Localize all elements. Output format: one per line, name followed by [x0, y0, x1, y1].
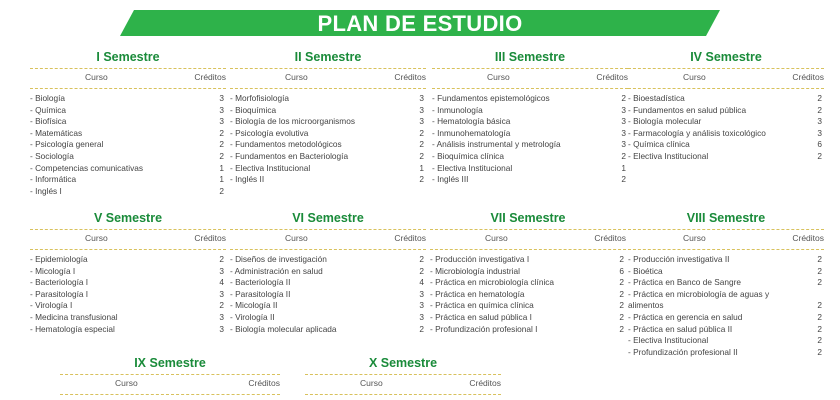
course-credits: 2	[817, 93, 822, 103]
course-name: - Medicina transfusional	[30, 311, 118, 322]
course-credits: 3	[419, 300, 424, 311]
divider	[628, 68, 824, 69]
course-row	[628, 151, 824, 163]
course-row	[230, 289, 426, 301]
course-name: - Química	[30, 104, 66, 115]
course-credits: 2	[219, 150, 224, 161]
course-name: - Práctica en salud pública II	[628, 323, 733, 334]
header-creditos: Créditos	[194, 72, 226, 82]
header-curso: Curso	[360, 378, 383, 388]
course-name: - Producción investigativa II	[628, 254, 730, 264]
course-credits: 2	[817, 311, 822, 322]
course-row	[230, 139, 426, 151]
course-name: - Práctica en microbiología de aguas y alimentos	[628, 288, 770, 311]
course-credits: 4	[219, 277, 224, 288]
course-name: - Diseños de investigación	[230, 254, 327, 264]
course-name: - Profundización profesional I	[430, 323, 538, 334]
divider	[430, 229, 626, 230]
divider	[305, 394, 501, 395]
header-creditos: Créditos	[248, 378, 280, 388]
course-row	[628, 266, 824, 278]
course-row	[230, 93, 426, 105]
course-name: - Inglés I	[30, 185, 62, 196]
semester-block	[230, 211, 426, 335]
divider	[432, 68, 628, 69]
course-credits: 2	[619, 323, 624, 334]
course-name: - Bioética	[628, 265, 663, 276]
course-name: - Práctica en hematología	[430, 288, 525, 299]
header-creditos: Créditos	[394, 233, 426, 243]
header-curso: Curso	[487, 72, 510, 82]
course-name: - Fundamentos metodológicos	[230, 139, 342, 150]
table-header	[432, 71, 628, 85]
course-row	[230, 300, 426, 312]
course-row	[230, 105, 426, 117]
course-row	[230, 128, 426, 140]
course-name: - Práctica en Banco de Sangre	[628, 277, 741, 288]
course-credits: 3	[219, 288, 224, 299]
course-row	[430, 266, 626, 278]
course-name: - Práctica en gerencia en salud	[628, 311, 743, 322]
course-row	[430, 289, 626, 301]
course-name: - Microbiología industrial	[430, 265, 520, 276]
course-credits: 2	[621, 174, 626, 185]
course-row	[432, 105, 628, 117]
course-credits: 2	[817, 265, 822, 276]
course-row	[432, 116, 628, 128]
course-name: - Producción investigativa I	[430, 254, 530, 264]
course-name: - Virología I	[30, 300, 73, 311]
course-credits: 2	[619, 254, 624, 264]
semester-title: VII Semestre	[490, 211, 566, 225]
semester-block	[430, 211, 626, 335]
course-row	[30, 277, 226, 289]
header-creditos: Créditos	[594, 233, 626, 243]
course-name: - Farmacología y análisis toxicológico	[628, 127, 766, 138]
course-row	[30, 139, 226, 151]
course-row	[432, 93, 628, 105]
course-row	[30, 266, 226, 278]
course-row	[230, 174, 426, 186]
table-header	[230, 71, 426, 85]
course-credits: 3	[419, 311, 424, 322]
course-row	[628, 105, 824, 117]
header-creditos: Créditos	[469, 378, 501, 388]
course-row	[30, 289, 226, 301]
semester-title: I Semestre	[96, 50, 160, 64]
course-credits: 3	[219, 93, 224, 103]
course-credits: 3	[817, 127, 822, 138]
divider	[30, 88, 226, 89]
semester-title: II Semestre	[294, 50, 362, 64]
course-credits: 2	[419, 150, 424, 161]
course-credits: 3	[219, 323, 224, 334]
course-credits: 2	[419, 127, 424, 138]
course-row	[432, 163, 628, 175]
semester-title: III Semestre	[494, 50, 566, 64]
table-header	[60, 377, 280, 391]
semester-title: VI Semestre	[292, 211, 364, 225]
course-row	[430, 300, 626, 312]
table-header	[305, 377, 501, 391]
header-curso: Curso	[115, 378, 138, 388]
course-row	[432, 174, 628, 186]
course-name: - Virología II	[230, 311, 275, 322]
table-header	[30, 232, 226, 246]
course-credits: 3	[419, 288, 424, 299]
header-creditos: Créditos	[792, 233, 824, 243]
divider	[628, 88, 824, 89]
course-credits: 3	[219, 116, 224, 127]
course-credits: 3	[817, 116, 822, 127]
course-credits: 6	[817, 139, 822, 150]
course-row	[30, 151, 226, 163]
divider	[60, 394, 280, 395]
course-row	[628, 128, 824, 140]
semester-title: IV Semestre	[690, 50, 762, 64]
course-credits: 2	[419, 254, 424, 264]
course-row	[430, 324, 626, 336]
course-row	[30, 116, 226, 128]
header-curso: Curso	[85, 72, 108, 82]
course-credits: 3	[621, 139, 626, 150]
course-name: - Bacteriología I	[30, 277, 89, 288]
semester-block	[30, 211, 226, 335]
course-row	[628, 324, 824, 336]
course-credits: 1	[219, 174, 224, 185]
course-name: - Fundamentos epistemológicos	[432, 93, 550, 103]
course-credits: 2	[219, 300, 224, 311]
header-creditos: Créditos	[596, 72, 628, 82]
course-row	[230, 312, 426, 324]
course-row	[628, 254, 824, 266]
course-name: - Epidemiología	[30, 254, 88, 264]
course-credits: 2	[817, 335, 822, 346]
course-name: - Micología II	[230, 300, 278, 311]
course-credits: 2	[219, 185, 224, 196]
course-row	[628, 277, 824, 289]
course-credits: 2	[619, 288, 624, 299]
course-name: - Bioestadística	[628, 93, 685, 103]
course-name: - Psicología evolutiva	[230, 127, 309, 138]
course-name: - Biología de los microorganismos	[230, 116, 355, 127]
course-credits: 3	[419, 116, 424, 127]
table-header	[628, 232, 824, 246]
course-row	[430, 254, 626, 266]
semester-block	[305, 356, 501, 399]
course-credits: 2	[619, 300, 624, 311]
course-name: - Electiva Institucional	[230, 162, 311, 173]
course-credits: 1	[419, 162, 424, 173]
course-credits: 2	[621, 150, 626, 161]
course-row	[230, 163, 426, 175]
table-header	[430, 232, 626, 246]
course-row	[628, 289, 824, 312]
course-credits: 3	[621, 104, 626, 115]
header-curso: Curso	[683, 233, 706, 243]
table-header	[230, 232, 426, 246]
course-name: - Inmunología	[432, 104, 483, 115]
course-name: - Psicología general	[30, 139, 104, 150]
divider	[628, 249, 824, 250]
course-row	[230, 266, 426, 278]
course-row	[628, 347, 824, 359]
course-credits: 2	[619, 277, 624, 288]
course-credits: 2	[419, 139, 424, 150]
course-name: - Morfofisiología	[230, 93, 290, 103]
course-row	[628, 335, 824, 347]
course-name: - Biología molecular	[628, 116, 702, 127]
course-row	[30, 186, 226, 198]
course-credits: 2	[817, 323, 822, 334]
course-credits: 2	[419, 323, 424, 334]
course-row	[30, 174, 226, 186]
course-name: - Inmunohematología	[432, 127, 511, 138]
course-name: - Bioquímica clínica	[432, 150, 504, 161]
course-credits: 3	[419, 93, 424, 103]
course-credits: 2	[621, 93, 626, 103]
course-credits: 3	[219, 265, 224, 276]
course-name: - Electiva Institucional	[628, 335, 709, 346]
course-name: - Electiva Institucional	[432, 162, 513, 173]
course-name: - Práctica en salud pública I	[430, 311, 532, 322]
course-name: - Profundización profesional II	[628, 346, 738, 357]
course-row	[30, 128, 226, 140]
table-header	[30, 71, 226, 85]
course-name: - Biología molecular aplicada	[230, 323, 337, 334]
course-credits: 2	[817, 346, 822, 357]
header-curso: Curso	[485, 233, 508, 243]
table-header	[628, 71, 824, 85]
course-credits: 2	[817, 104, 822, 115]
divider	[60, 374, 280, 375]
course-row	[430, 277, 626, 289]
course-credits: 2	[419, 174, 424, 185]
course-row	[30, 324, 226, 336]
semester-title: VIII Semestre	[686, 211, 766, 225]
course-row	[628, 312, 824, 324]
course-name: - Bacteriología II	[230, 277, 291, 288]
course-row	[432, 139, 628, 151]
course-name: - Biología	[30, 93, 66, 103]
course-name: - Parasitología II	[230, 288, 291, 299]
course-name: - Fundamentos en Bacteriología	[230, 150, 349, 161]
course-name: - Sociología	[30, 150, 74, 161]
course-name: - Matemáticas	[30, 127, 83, 138]
course-credits: 2	[419, 265, 424, 276]
course-row	[230, 254, 426, 266]
divider	[30, 249, 226, 250]
course-name: - Bioquímica	[230, 104, 277, 115]
semester-block	[60, 356, 280, 399]
course-row	[628, 116, 824, 128]
course-row	[30, 93, 226, 105]
course-credits: 3	[419, 104, 424, 115]
semester-block	[30, 50, 226, 197]
course-credits: 2	[817, 150, 822, 161]
course-name: - Práctica en química clínica	[430, 300, 534, 311]
course-name: - Competencias comunicativas	[30, 162, 143, 173]
header-curso: Curso	[285, 72, 308, 82]
course-credits: 3	[219, 311, 224, 322]
header-curso: Curso	[285, 233, 308, 243]
course-name: - Práctica en microbiología clínica	[430, 277, 555, 288]
course-row	[230, 324, 426, 336]
course-credits: 4	[419, 277, 424, 288]
course-name: - Inglés III	[432, 174, 469, 185]
course-name: - Química clínica	[628, 139, 690, 150]
divider	[230, 68, 426, 69]
course-name: - Análisis instrumental y metrología	[432, 139, 561, 150]
divider	[230, 249, 426, 250]
divider	[30, 68, 226, 69]
course-credits: 3	[621, 127, 626, 138]
course-name: - Electiva Institucional	[628, 150, 709, 161]
divider	[432, 88, 628, 89]
semester-block	[230, 50, 426, 186]
header-creditos: Créditos	[394, 72, 426, 82]
semester-block	[628, 211, 824, 358]
course-row	[628, 139, 824, 151]
semester-title: V Semestre	[93, 211, 163, 225]
header-curso: Curso	[683, 72, 706, 82]
course-name: - Micología I	[30, 265, 76, 276]
semester-title: X Semestre	[368, 356, 438, 370]
course-credits: 3	[621, 116, 626, 127]
course-name: - Hematología básica	[432, 116, 511, 127]
course-credits: 3	[219, 104, 224, 115]
course-row	[30, 300, 226, 312]
divider	[430, 249, 626, 250]
course-name: - Parasitología I	[30, 288, 89, 299]
course-name: - Biofísica	[30, 116, 67, 127]
course-row	[432, 151, 628, 163]
header-curso: Curso	[85, 233, 108, 243]
course-row	[30, 254, 226, 266]
divider	[230, 229, 426, 230]
header-creditos: Créditos	[792, 72, 824, 82]
semester-title: IX Semestre	[134, 356, 206, 370]
course-credits: 6	[619, 265, 624, 276]
course-row	[30, 163, 226, 175]
semester-block	[432, 50, 628, 186]
course-credits: 2	[219, 139, 224, 150]
course-row	[230, 151, 426, 163]
course-credits: 2	[817, 277, 822, 288]
divider	[30, 229, 226, 230]
course-name: - Informática	[30, 174, 77, 185]
course-name: - Inglés II	[230, 174, 265, 185]
title-banner	[120, 10, 720, 36]
course-credits: 2	[817, 300, 822, 311]
course-name: - Hematología especial	[30, 323, 115, 334]
course-row	[30, 105, 226, 117]
page-title: PLAN DE ESTUDIO	[317, 11, 523, 36]
header-creditos: Créditos	[194, 233, 226, 243]
divider	[305, 374, 501, 375]
course-name: - Administración en salud	[230, 265, 323, 276]
course-credits: 2	[219, 127, 224, 138]
course-row	[230, 116, 426, 128]
course-credits: 1	[621, 162, 626, 173]
course-credits: 1	[219, 162, 224, 173]
course-credits: 2	[219, 254, 224, 264]
divider	[230, 88, 426, 89]
course-row	[430, 312, 626, 324]
course-row	[30, 312, 226, 324]
divider	[628, 229, 824, 230]
course-row	[230, 277, 426, 289]
course-row	[432, 128, 628, 140]
course-credits: 2	[817, 254, 822, 264]
course-credits: 2	[619, 311, 624, 322]
semester-block	[628, 50, 824, 163]
course-row	[628, 93, 824, 105]
course-name: - Fundamentos en salud pública	[628, 104, 747, 115]
